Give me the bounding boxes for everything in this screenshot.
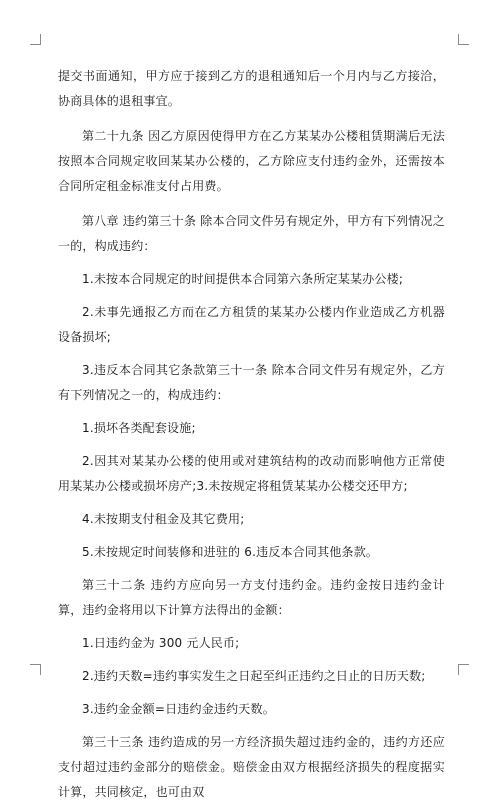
paragraph-penalty-item-3: 3.违约金金额=日违约金违约天数。 <box>82 702 275 716</box>
paragraph-penalty-item-1: 1.日违约金为 300 元人民币; <box>82 636 240 650</box>
paragraph-article-32: 第三十二条 违约方应向另一方支付违约金。违约金按日违约金计算，违约金将用以下计算方法得出的金额： <box>58 578 445 617</box>
paragraph-party-a-item-1: 1.未按本合同规定的时间提供本合同第六条所定某某办公楼; <box>82 272 404 286</box>
crop-mark-bottom-right <box>458 664 469 675</box>
paragraph-chapter-8-article-30: 第八章 违约第三十条 除本合同文件另有规定外，甲方有下列情况之一的，构成违约： <box>58 214 445 253</box>
crop-mark-top-left <box>30 34 41 45</box>
paragraph-notice-continuation: 提交书面通知，甲方应于接到乙方的退租通知后一个月内与乙方接洽，协商具体的退租事宜。 <box>58 69 445 108</box>
paragraph-party-b-item-2-3: 2.因其对某某办公楼的使用或对建筑结构的改动而影响他方正常使用某某办公楼或损坏房产;3.未按规定将租赁某某办公楼交还甲方; <box>58 454 445 493</box>
paragraph-party-a-item-2: 2.未事先通报乙方而在乙方租赁的某某办公楼内作业造成乙方机器设备损坏; <box>58 305 445 344</box>
paragraph-article-31: 3.违反本合同其它条款第三十一条 除本合同文件另有规定外，乙方有下列情况之一的，构成违约： <box>58 363 445 402</box>
paragraph-party-b-item-5-6: 5.未按规定时间装修和进驻的 6.违反本合同其他条款。 <box>82 545 379 559</box>
paragraph-article-29: 第二十九条 因乙方原因使得甲方在乙方某某办公楼租赁期满后无法按照本合同规定收回某某办公楼的，乙方除应支付违约金外，还需按本合同所定租金标准支付占用费。 <box>58 129 445 193</box>
document-body <box>58 64 445 805</box>
crop-mark-bottom-left <box>30 664 41 675</box>
paragraph-party-b-item-4: 4.未按期支付租金及其它费用; <box>82 512 245 526</box>
paragraph-article-33: 第三十三条 违约造成的另一方经济损失超过违约金的，违约方还应支付超过违约金部分的赔偿金。赔偿金由双方根据经济损失的程度据实计算，共同核定，也可由双 <box>58 735 445 799</box>
crop-mark-top-right <box>458 34 469 45</box>
paragraph-penalty-item-2: 2.违约天数=违约事实发生之日起至纠正违约之日止的日历天数; <box>82 669 426 683</box>
paragraph-party-b-item-1: 1.损坏各类配套设施; <box>82 421 196 435</box>
